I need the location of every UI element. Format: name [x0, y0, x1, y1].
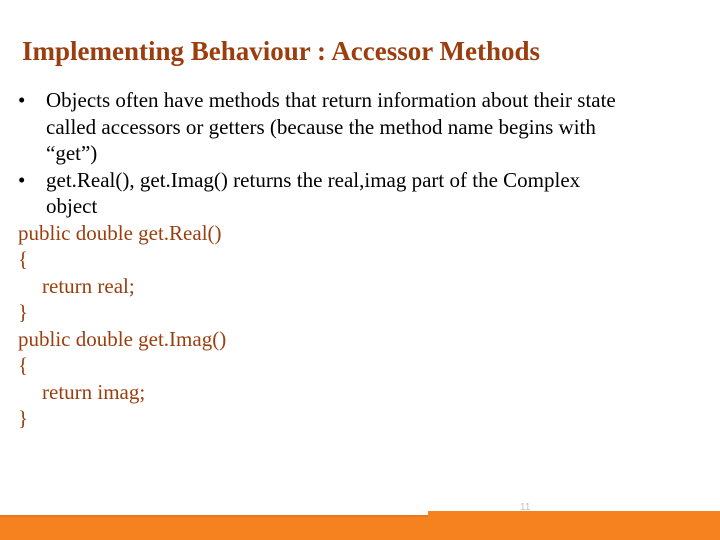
bullet-item	[18, 87, 636, 167]
code-line: return imag;	[42, 379, 146, 404]
footer-divider-line	[0, 515, 428, 517]
bullet-text: Objects often have methods that return information about their state called accessors or getters (because the method name begins with “get”)	[46, 88, 616, 165]
code-line: public double get.Imag()	[18, 326, 227, 351]
code-line: }	[18, 406, 29, 430]
bullet-text: get.Real(), get.Imag() returns the real,imag part of the Complex object	[46, 167, 581, 218]
code-line: {	[18, 247, 29, 271]
bullet-item	[18, 167, 606, 220]
code-line: }	[18, 300, 29, 324]
code-line: public double get.Real()	[18, 220, 222, 245]
slide-title: Implementing Behaviour : Accessor Methods	[22, 36, 540, 66]
slide-body	[18, 87, 636, 432]
bullet-marker: •	[18, 167, 26, 192]
code-line: {	[18, 353, 29, 377]
code-line: return real;	[42, 273, 135, 298]
bullet-marker: •	[18, 88, 26, 112]
page-number: 11	[520, 502, 531, 513]
